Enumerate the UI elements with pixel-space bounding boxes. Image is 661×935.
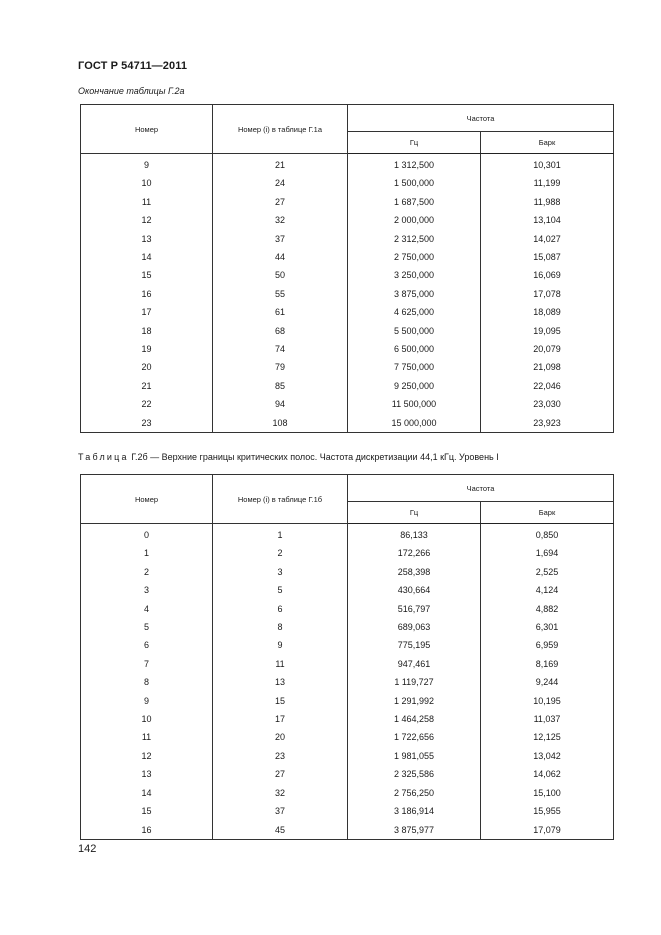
cell-index: 37 — [213, 802, 348, 820]
table-row — [81, 154, 614, 175]
cell-bark: 6,959 — [481, 636, 614, 654]
cell-hz: 2 756,250 — [348, 784, 481, 802]
table-row — [81, 784, 614, 802]
cell-bark: 13,104 — [481, 211, 614, 229]
cell-index: 11 — [213, 655, 348, 673]
cell-hz: 689,063 — [348, 618, 481, 636]
cell-bark: 1,694 — [481, 544, 614, 562]
table-row — [81, 802, 614, 820]
cell-number: 12 — [81, 211, 213, 229]
header-index: Номер (i) в таблице Г.1б — [213, 475, 348, 524]
cell-bark: 11,199 — [481, 174, 614, 192]
cell-hz: 2 325,586 — [348, 765, 481, 783]
cell-number: 18 — [81, 322, 213, 340]
cell-hz: 9 250,000 — [348, 377, 481, 395]
table-row — [81, 414, 614, 433]
cell-hz: 3 250,000 — [348, 266, 481, 284]
cell-bark: 18,089 — [481, 303, 614, 321]
table-row — [81, 395, 614, 413]
caption-lead: Таблица — [78, 452, 129, 462]
table-row — [81, 248, 614, 266]
cell-number: 15 — [81, 802, 213, 820]
cell-hz: 947,461 — [348, 655, 481, 673]
cell-bark: 11,037 — [481, 710, 614, 728]
cell-index: 50 — [213, 266, 348, 284]
cell-number: 0 — [81, 524, 213, 545]
table-body — [81, 154, 614, 433]
cell-index: 108 — [213, 414, 348, 433]
cell-number: 3 — [81, 581, 213, 599]
cell-hz: 3 186,914 — [348, 802, 481, 820]
cell-hz: 1 291,992 — [348, 692, 481, 710]
table-row — [81, 266, 614, 284]
cell-number: 16 — [81, 285, 213, 303]
cell-index: 9 — [213, 636, 348, 654]
cell-index: 74 — [213, 340, 348, 358]
critical-bands-table-g2a — [80, 104, 614, 433]
table-row — [81, 692, 614, 710]
cell-bark: 17,079 — [481, 821, 614, 840]
cell-hz: 15 000,000 — [348, 414, 481, 433]
cell-bark: 14,027 — [481, 230, 614, 248]
cell-bark: 23,030 — [481, 395, 614, 413]
cell-bark: 13,042 — [481, 747, 614, 765]
table-row — [81, 765, 614, 783]
cell-number: 2 — [81, 563, 213, 581]
cell-index: 79 — [213, 358, 348, 376]
cell-bark: 14,062 — [481, 765, 614, 783]
table-row — [81, 174, 614, 192]
page-number: 142 — [78, 843, 97, 855]
cell-hz: 3 875,977 — [348, 821, 481, 840]
cell-hz: 1 500,000 — [348, 174, 481, 192]
cell-hz: 2 312,500 — [348, 230, 481, 248]
cell-number: 9 — [81, 692, 213, 710]
cell-bark: 22,046 — [481, 377, 614, 395]
cell-index: 61 — [213, 303, 348, 321]
cell-hz: 1 687,500 — [348, 193, 481, 211]
cell-bark: 15,087 — [481, 248, 614, 266]
cell-index: 32 — [213, 211, 348, 229]
cell-index: 85 — [213, 377, 348, 395]
cell-index: 17 — [213, 710, 348, 728]
cell-bark: 23,923 — [481, 414, 614, 433]
cell-number: 16 — [81, 821, 213, 840]
cell-hz: 775,195 — [348, 636, 481, 654]
table-row — [81, 618, 614, 636]
cell-index: 23 — [213, 747, 348, 765]
cell-hz: 172,266 — [348, 544, 481, 562]
cell-bark: 8,169 — [481, 655, 614, 673]
table-row — [81, 821, 614, 840]
cell-hz: 11 500,000 — [348, 395, 481, 413]
cell-index: 55 — [213, 285, 348, 303]
cell-number: 14 — [81, 248, 213, 266]
header-frequency: Частота — [348, 105, 614, 132]
cell-bark: 20,079 — [481, 340, 614, 358]
cell-number: 12 — [81, 747, 213, 765]
cell-number: 7 — [81, 655, 213, 673]
cell-number: 10 — [81, 710, 213, 728]
table-row — [81, 340, 614, 358]
cell-bark: 17,078 — [481, 285, 614, 303]
table-row — [81, 636, 614, 654]
cell-number: 13 — [81, 230, 213, 248]
table-row — [81, 303, 614, 321]
cell-number: 11 — [81, 728, 213, 746]
cell-index: 44 — [213, 248, 348, 266]
table-row — [81, 563, 614, 581]
cell-index: 24 — [213, 174, 348, 192]
table-row — [81, 211, 614, 229]
cell-hz: 2 000,000 — [348, 211, 481, 229]
cell-number: 13 — [81, 765, 213, 783]
cell-bark: 16,069 — [481, 266, 614, 284]
cell-number: 19 — [81, 340, 213, 358]
caption-text: Г.2б — Верхние границы критических полос. Частота дискретизации 44,1 кГц. Уровень I — [128, 452, 499, 462]
cell-index: 20 — [213, 728, 348, 746]
cell-index: 2 — [213, 544, 348, 562]
cell-index: 32 — [213, 784, 348, 802]
cell-index: 27 — [213, 765, 348, 783]
cell-index: 68 — [213, 322, 348, 340]
table-row — [81, 747, 614, 765]
cell-bark: 15,955 — [481, 802, 614, 820]
cell-index: 13 — [213, 673, 348, 691]
cell-bark: 21,098 — [481, 358, 614, 376]
cell-number: 9 — [81, 154, 213, 175]
header-frequency: Частота — [348, 475, 614, 502]
table-row — [81, 377, 614, 395]
table-body — [81, 524, 614, 840]
cell-number: 20 — [81, 358, 213, 376]
cell-index: 8 — [213, 618, 348, 636]
cell-hz: 1 722,656 — [348, 728, 481, 746]
cell-hz: 6 500,000 — [348, 340, 481, 358]
cell-hz: 1 981,055 — [348, 747, 481, 765]
table-row — [81, 673, 614, 691]
cell-index: 6 — [213, 600, 348, 618]
cell-number: 5 — [81, 618, 213, 636]
cell-hz: 430,664 — [348, 581, 481, 599]
header-bark: Барк — [481, 132, 614, 154]
cell-hz: 258,398 — [348, 563, 481, 581]
cell-bark: 9,244 — [481, 673, 614, 691]
table-row — [81, 285, 614, 303]
header-bark: Барк — [481, 502, 614, 524]
table-row — [81, 600, 614, 618]
cell-index: 21 — [213, 154, 348, 175]
cell-hz: 2 750,000 — [348, 248, 481, 266]
document-header: ГОСТ Р 54711—2011 — [78, 60, 188, 72]
cell-bark: 2,525 — [481, 563, 614, 581]
cell-hz: 3 875,000 — [348, 285, 481, 303]
cell-index: 3 — [213, 563, 348, 581]
table-row — [81, 524, 614, 545]
cell-index: 1 — [213, 524, 348, 545]
cell-number: 22 — [81, 395, 213, 413]
table-row — [81, 728, 614, 746]
table-row — [81, 358, 614, 376]
cell-number: 1 — [81, 544, 213, 562]
cell-number: 11 — [81, 193, 213, 211]
cell-hz: 1 312,500 — [348, 154, 481, 175]
table-row — [81, 230, 614, 248]
table-continuation-caption: Окончание таблицы Г.2а — [78, 86, 185, 96]
cell-bark: 4,124 — [481, 581, 614, 599]
header-index: Номер (i) в таблице Г.1а — [213, 105, 348, 154]
cell-hz: 4 625,000 — [348, 303, 481, 321]
table-row — [81, 581, 614, 599]
cell-number: 6 — [81, 636, 213, 654]
cell-hz: 1 464,258 — [348, 710, 481, 728]
cell-index: 27 — [213, 193, 348, 211]
table-row — [81, 655, 614, 673]
cell-bark: 11,988 — [481, 193, 614, 211]
header-hz: Гц — [348, 502, 481, 524]
table-row — [81, 193, 614, 211]
cell-hz: 86,133 — [348, 524, 481, 545]
header-number: Номер — [81, 105, 213, 154]
cell-hz: 516,797 — [348, 600, 481, 618]
cell-number: 17 — [81, 303, 213, 321]
cell-bark: 10,195 — [481, 692, 614, 710]
header-number: Номер — [81, 475, 213, 524]
cell-number: 4 — [81, 600, 213, 618]
cell-bark: 4,882 — [481, 600, 614, 618]
cell-index: 15 — [213, 692, 348, 710]
table-row — [81, 544, 614, 562]
cell-bark: 6,301 — [481, 618, 614, 636]
cell-number: 21 — [81, 377, 213, 395]
cell-bark: 19,095 — [481, 322, 614, 340]
cell-hz: 5 500,000 — [348, 322, 481, 340]
header-hz: Гц — [348, 132, 481, 154]
cell-bark: 10,301 — [481, 154, 614, 175]
cell-number: 14 — [81, 784, 213, 802]
cell-bark: 12,125 — [481, 728, 614, 746]
cell-hz: 1 119,727 — [348, 673, 481, 691]
critical-bands-table-g2b — [80, 474, 614, 840]
cell-bark: 0,850 — [481, 524, 614, 545]
cell-hz: 7 750,000 — [348, 358, 481, 376]
table-g2b-caption — [78, 452, 499, 462]
cell-index: 37 — [213, 230, 348, 248]
cell-index: 45 — [213, 821, 348, 840]
cell-number: 10 — [81, 174, 213, 192]
cell-index: 5 — [213, 581, 348, 599]
table-row — [81, 322, 614, 340]
cell-index: 94 — [213, 395, 348, 413]
table-row — [81, 710, 614, 728]
cell-number: 8 — [81, 673, 213, 691]
cell-number: 23 — [81, 414, 213, 433]
cell-number: 15 — [81, 266, 213, 284]
cell-bark: 15,100 — [481, 784, 614, 802]
